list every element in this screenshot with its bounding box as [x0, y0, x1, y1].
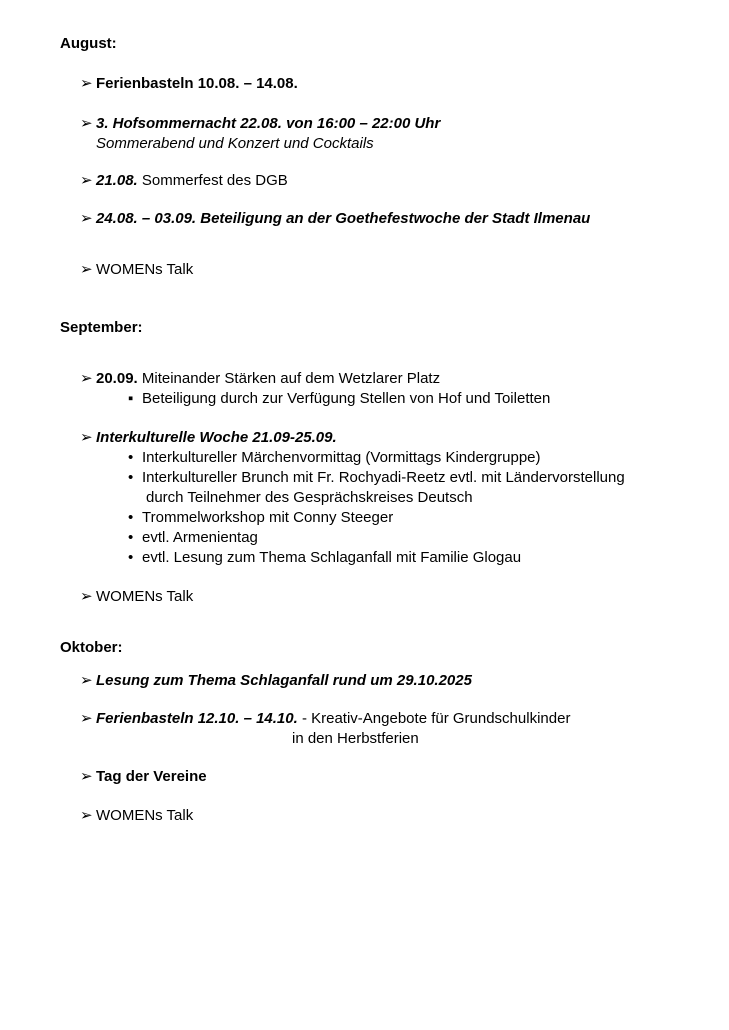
item-text: Tag der Vereine — [96, 768, 207, 785]
sub-item-armenientag — [128, 528, 699, 548]
sub-item-trommelworkshop — [128, 508, 699, 528]
list-item-miteinander — [80, 369, 699, 389]
list-item-hofsommernacht-subline — [96, 134, 699, 154]
item-text: - Kreativ-Angebote für Grundschulkinder — [297, 710, 571, 727]
section-heading-september: September: — [60, 319, 143, 336]
list-item-lesung-oktober — [80, 671, 699, 691]
arrow-bullet-icon: ➢ — [80, 429, 93, 446]
item-text: Interkulturelle Woche 21.09-25.09. — [96, 429, 337, 446]
item-text: Interkultureller Märchenvormittag (Vormittags Kindergruppe) — [142, 449, 541, 466]
list-item-womens-talk-august — [80, 260, 699, 280]
item-date: 21.08. — [96, 172, 138, 189]
arrow-bullet-icon: ➢ — [80, 672, 93, 689]
arrow-bullet-icon: ➢ — [80, 172, 93, 189]
list-item-sommerfest — [80, 171, 699, 191]
item-text: Lesung zum Thema Schlaganfall rund um 29.10.2025 — [96, 672, 472, 689]
dot-bullet-icon: • — [128, 549, 134, 566]
item-text: 3. Hofsommernacht 22.08. von 16:00 – 22:00 Uhr — [96, 115, 441, 132]
item-text: Trommelworkshop mit Conny Steeger — [142, 509, 394, 526]
item-text: evtl. Armenientag — [142, 529, 258, 546]
item-date: Ferienbasteln 12.10. – 14.10. — [96, 710, 298, 727]
dot-bullet-icon: • — [128, 449, 134, 466]
dot-bullet-icon: • — [128, 469, 134, 486]
dot-bullet-icon: • — [128, 529, 134, 546]
dot-bullet-icon: • — [128, 509, 134, 526]
item-text: WOMENs Talk — [96, 261, 194, 278]
sub-item-lesung-schlaganfall — [128, 548, 699, 568]
item-text: durch Teilnehmer des Gesprächskreises Deutsch — [146, 489, 473, 506]
arrow-bullet-icon: ➢ — [80, 807, 93, 824]
list-item-ferienbasteln-august — [80, 74, 699, 94]
sub-item-miteinander — [128, 389, 699, 409]
sub-item-brunch-subline — [146, 488, 699, 508]
item-text: WOMENs Talk — [96, 807, 194, 824]
sub-item-brunch — [128, 468, 699, 488]
list-item-goethefestwoche — [80, 209, 699, 229]
item-text: Sommerabend und Konzert und Cocktails — [96, 135, 374, 152]
item-text: Sommerfest des DGB — [137, 172, 288, 189]
arrow-bullet-icon: ➢ — [80, 75, 93, 92]
arrow-bullet-icon: ➢ — [80, 210, 93, 227]
section-heading-august: August: — [60, 35, 117, 52]
arrow-bullet-icon: ➢ — [80, 115, 93, 132]
item-text: Interkultureller Brunch mit Fr. Rochyadi-Reetz evtl. mit Ländervorstellung — [142, 469, 625, 486]
list-item-tag-der-vereine — [80, 767, 699, 787]
item-text: Miteinander Stärken auf dem Wetzlarer Platz — [137, 370, 441, 387]
arrow-bullet-icon: ➢ — [80, 261, 93, 278]
list-item-womens-talk-september — [80, 587, 699, 607]
arrow-bullet-icon: ➢ — [80, 768, 93, 785]
sub-item-maerchenvormittag — [128, 448, 699, 468]
square-bullet-icon: ▪ — [128, 390, 134, 407]
list-item-interkulturelle-woche — [80, 428, 699, 448]
item-text: Beteiligung durch zur Verfügung Stellen von Hof und Toiletten — [142, 390, 551, 407]
arrow-bullet-icon: ➢ — [80, 370, 93, 387]
list-item-hofsommernacht — [80, 114, 699, 134]
section-heading-oktober: Oktober: — [60, 639, 123, 656]
item-text: in den Herbstferien — [292, 730, 419, 747]
list-item-womens-talk-oktober — [80, 806, 699, 826]
item-text: Ferienbasteln 10.08. – 14.08. — [96, 75, 298, 92]
item-date: 20.09. — [96, 370, 138, 387]
list-item-ferienbasteln-oktober-subline — [292, 729, 699, 749]
item-text: WOMENs Talk — [96, 588, 194, 605]
arrow-bullet-icon: ➢ — [80, 710, 93, 727]
list-item-ferienbasteln-oktober — [80, 709, 699, 729]
item-text: evtl. Lesung zum Thema Schlaganfall mit Familie Glogau — [142, 549, 522, 566]
item-text: 24.08. – 03.09. Beteiligung an der Goethefestwoche der Stadt Ilmenau — [96, 210, 591, 227]
arrow-bullet-icon: ➢ — [80, 588, 93, 605]
